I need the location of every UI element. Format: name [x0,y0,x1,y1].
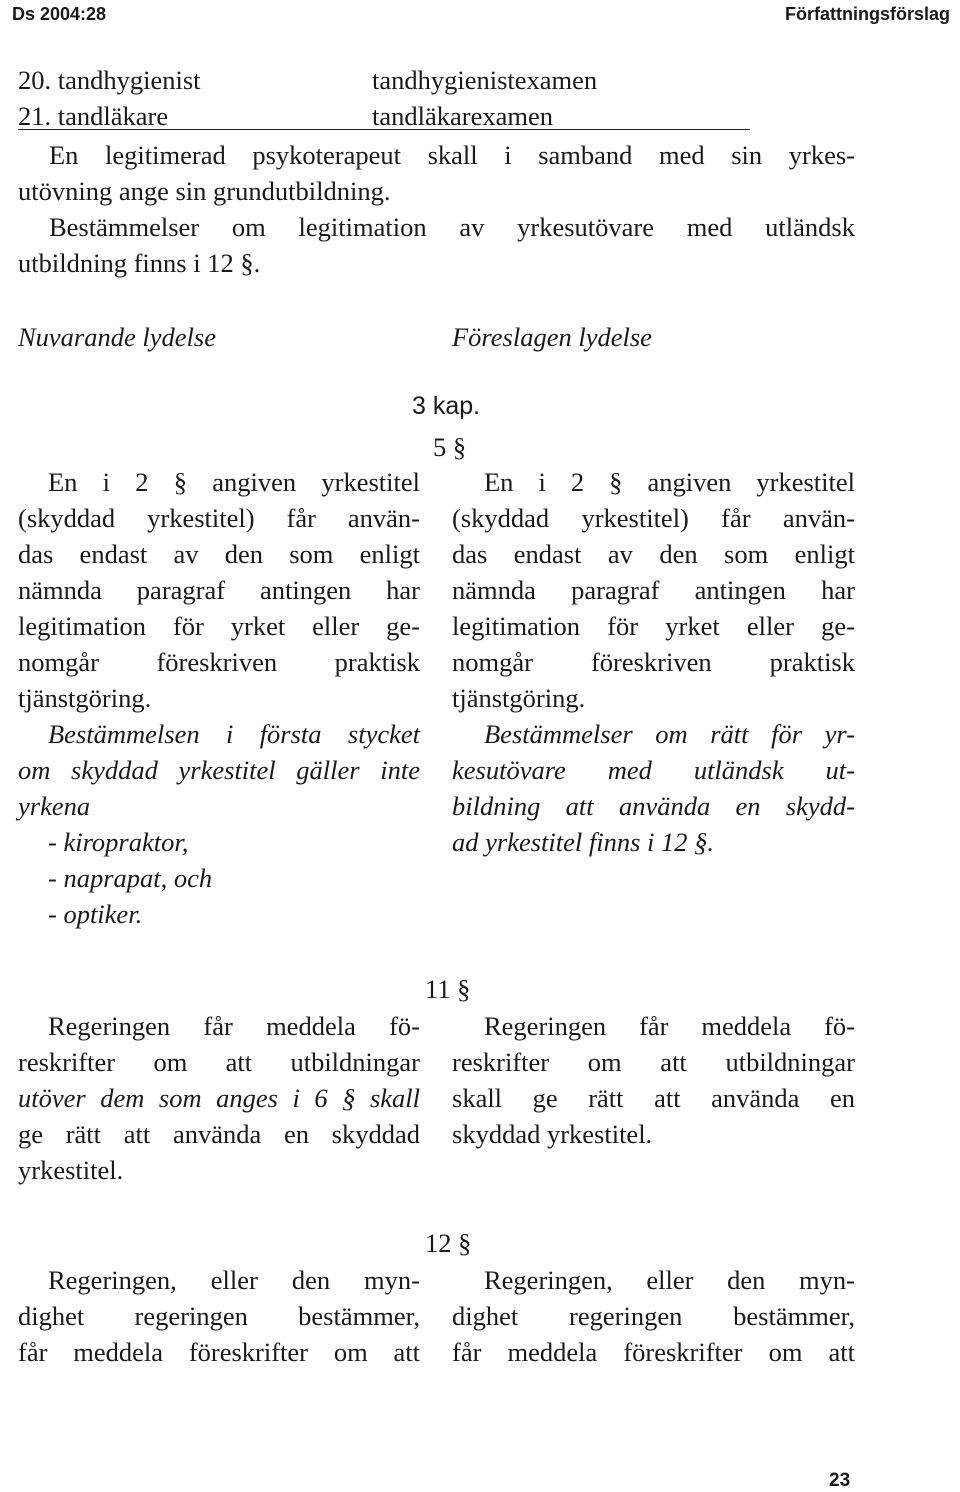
table-row-num: 21. tandläkare [18,101,169,131]
paragraph-line: Regeringen får meddela fö- [48,1011,420,1041]
list-item: - kiropraktor, [48,827,189,857]
list-item: - naprapat, och [48,863,213,893]
paragraph-line: reskrifter om att utbildningar [18,1047,420,1077]
page-number: 23 [829,1470,851,1491]
paragraph-line: Bestämmelser om rätt för yr- [484,719,855,749]
paragraph-line: skall ge rätt att använda en [452,1083,855,1113]
section-number: 5 § [433,432,467,462]
table-divider [18,129,750,130]
column-heading-current: Nuvarande lydelse [18,322,216,352]
paragraph-line: En i 2 § angiven yrkestitel [484,467,855,497]
paragraph-line: ad yrkestitel finns i 12 §. [452,827,715,857]
paragraph-line: dighet regeringen bestämmer, [452,1301,855,1331]
paragraph-line: utövning ange sin grundutbildning. [18,176,391,206]
paragraph-line: nämnda paragraf antingen har [18,575,420,605]
paragraph-line: En legitimerad psykoterapeut skall i samband med sin yrkes- [49,140,855,170]
section-number: 12 § [425,1228,472,1258]
document-id: Ds 2004:28 [12,4,107,24]
table-row-exam: tandhygienistexamen [372,65,598,95]
paragraph-line: nomgår föreskriven praktisk [18,647,420,677]
paragraph-line: utbildning finns i 12 §. [18,248,261,278]
paragraph-line: får meddela föreskrifter om att [18,1337,420,1367]
paragraph-line: (skyddad yrkestitel) får använ- [18,503,420,533]
paragraph-line: om skyddad yrkestitel gäller inte [18,755,420,785]
paragraph-line: yrkestitel. [18,1155,124,1185]
paragraph-line: legitimation för yrket eller ge- [18,611,420,641]
paragraph-line: tjänstgöring. [452,683,586,713]
list-item: - optiker. [48,899,143,929]
paragraph-line: kesutövare med utländsk ut- [452,755,855,785]
paragraph-line: Regeringen, eller den myn- [484,1265,855,1295]
paragraph-line: dighet regeringen bestämmer, [18,1301,420,1331]
paragraph-line: Regeringen, eller den myn- [48,1265,420,1295]
paragraph-line: En i 2 § angiven yrkestitel [48,467,420,497]
section-label: Författningsförslag [785,4,950,24]
paragraph-line: ge rätt att använda en skyddad [18,1119,420,1149]
paragraph-line: reskrifter om att utbildningar [452,1047,855,1077]
paragraph-line: nämnda paragraf antingen har [452,575,855,605]
paragraph-line: das endast av den som enligt [18,539,420,569]
chapter-heading: 3 kap. [412,392,481,420]
paragraph-line: tjänstgöring. [18,683,152,713]
paragraph-line: utöver dem som anges i 6 § skall [18,1083,420,1113]
paragraph-line: (skyddad yrkestitel) får använ- [452,503,855,533]
paragraph-line: får meddela föreskrifter om att [452,1337,855,1367]
paragraph-line: das endast av den som enligt [452,539,855,569]
paragraph-line: Regeringen får meddela fö- [484,1011,855,1041]
table-row-num: 20. tandhygienist [18,65,201,95]
paragraph-line: nomgår föreskriven praktisk [452,647,855,677]
paragraph-line: bildning att använda en skydd- [452,791,855,821]
paragraph-line: yrkena [18,791,91,821]
paragraph-line: legitimation för yrket eller ge- [452,611,855,641]
paragraph-line: Bestämmelser om legitimation av yrkesutövare med utländsk [49,212,855,242]
paragraph-line: skyddad yrkestitel. [452,1119,653,1149]
paragraph-line: Bestämmelsen i första stycket [48,719,420,749]
column-heading-proposed: Föreslagen lydelse [452,322,652,352]
table-row-exam: tandläkarexamen [372,101,553,131]
section-number: 11 § [425,974,471,1004]
